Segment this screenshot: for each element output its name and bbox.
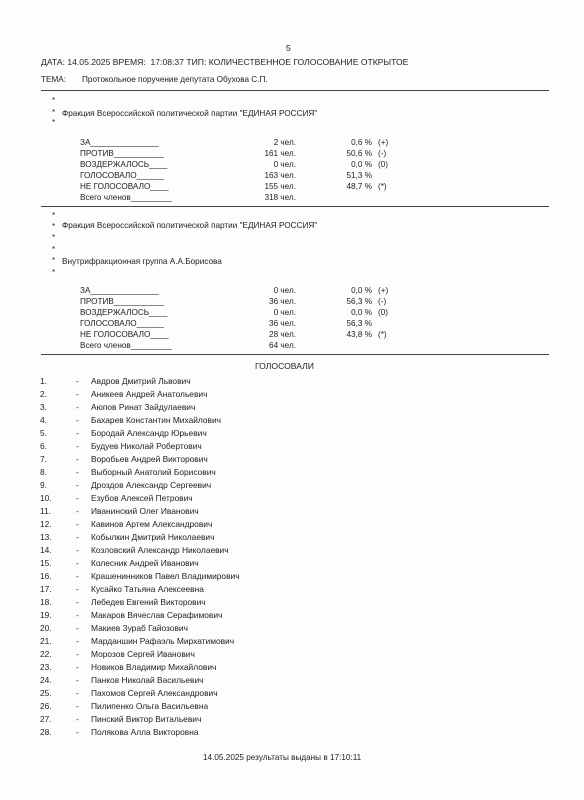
result-percent: 0,6 % <box>351 138 372 147</box>
dash: - <box>76 558 79 568</box>
result-label: ГОЛОСОВАЛО______ <box>80 319 164 328</box>
type-value: КОЛИЧЕСТВЕННОЕ ГОЛОСОВАНИЕ ОТКРЫТОЕ <box>208 57 409 67</box>
divider <box>41 90 549 91</box>
asterisk-mark: * <box>52 118 56 127</box>
item-number: 6. <box>40 441 47 451</box>
list-item <box>40 727 560 739</box>
item-name: Воробьев Андрей Викторович <box>91 454 208 464</box>
item-name: Дроздов Александр Сергеевич <box>91 480 212 490</box>
result-percent: 56,3 % <box>346 319 372 328</box>
result-percent: 0,0 % <box>351 308 372 317</box>
item-name: Лебедев Евгений Викторович <box>91 597 206 607</box>
dash: - <box>76 506 79 516</box>
asterisk-mark: * <box>52 96 56 105</box>
item-number: 25. <box>40 688 52 698</box>
item-number: 24. <box>40 675 52 685</box>
result-count: 163 чел. <box>264 171 296 180</box>
list-item <box>40 402 560 414</box>
item-name: Пинский Виктор Витальевич <box>91 714 202 724</box>
list-item <box>40 662 560 674</box>
item-number: 10. <box>40 493 52 503</box>
item-name: Аникеев Андрей Анатольевич <box>91 389 208 399</box>
result-count: 0 чел. <box>273 308 296 317</box>
item-number: 20. <box>40 623 52 633</box>
list-item <box>40 701 560 713</box>
asterisk-mark: * <box>52 222 56 231</box>
item-number: 27. <box>40 714 52 724</box>
item-number: 17. <box>40 584 52 594</box>
result-mark: (*) <box>378 330 387 339</box>
divider <box>41 206 549 207</box>
item-number: 2. <box>40 389 47 399</box>
dash: - <box>76 389 79 399</box>
asterisk-mark: * <box>52 233 56 242</box>
result-mark: (+) <box>378 286 389 295</box>
list-item <box>40 519 560 531</box>
asterisk-mark: * <box>52 211 56 220</box>
date-label: ДАТА: <box>41 57 65 67</box>
list-item <box>40 376 560 388</box>
item-name: Кавинов Артем Александрович <box>91 519 213 529</box>
item-name: Бахарев Константин Михайлович <box>91 415 222 425</box>
list-item <box>40 649 560 661</box>
result-percent: 56,3 % <box>346 297 372 306</box>
result-label: ВОЗДЕРЖАЛОСЬ____ <box>80 160 168 169</box>
asterisk-mark: * <box>52 245 56 254</box>
item-number: 13. <box>40 532 52 542</box>
result-mark: (-) <box>378 297 387 306</box>
faction-name: Фракция Всероссийской политической партии "ЕДИНАЯ РОССИЯ" <box>62 221 318 230</box>
list-item <box>40 688 560 700</box>
result-count: 0 чел. <box>273 286 296 295</box>
item-name: Морозов Сергей Иванович <box>91 649 195 659</box>
dash: - <box>76 597 79 607</box>
result-label: Всего членов_________ <box>80 341 172 350</box>
topic-value: Протокольное поручение депутата Обухова С.П. <box>82 75 268 84</box>
list-item <box>40 558 560 570</box>
result-label: ПРОТИВ___________ <box>80 149 164 158</box>
list-item <box>40 493 560 505</box>
dash: - <box>76 415 79 425</box>
result-percent: 43,8 % <box>346 330 372 339</box>
dash: - <box>76 636 79 646</box>
item-name: Будуев Николай Робертович <box>91 441 202 451</box>
item-name: Кобылкин Дмитрий Николаевич <box>91 532 215 542</box>
list-item <box>40 545 560 557</box>
list-item <box>40 454 560 466</box>
item-name: Пилипенко Ольга Васильевна <box>91 701 209 711</box>
item-number: 7. <box>40 454 47 464</box>
result-percent: 51,3 % <box>346 171 372 180</box>
dash: - <box>76 714 79 724</box>
result-count: 36 чел. <box>269 319 296 328</box>
dash: - <box>76 727 79 737</box>
item-number: 21. <box>40 636 52 646</box>
item-number: 16. <box>40 571 52 581</box>
result-count: 2 чел. <box>273 138 296 147</box>
item-name: Иванинский Олег Иванович <box>91 506 199 516</box>
result-mark: (-) <box>378 149 387 158</box>
voted-title: ГОЛОСОВАЛИ <box>255 361 314 371</box>
asterisk-mark: * <box>52 268 56 277</box>
list-item <box>40 610 560 622</box>
result-mark: (0) <box>378 308 389 317</box>
list-item <box>40 389 560 401</box>
list-item <box>40 441 560 453</box>
result-count: 36 чел. <box>269 297 296 306</box>
footer-timestamp: 14.05.2025 результаты выданы в 17:10:11 <box>203 753 362 762</box>
result-label: НЕ ГОЛОСОВАЛО____ <box>80 182 169 191</box>
time-label: ВРЕМЯ: <box>112 57 146 67</box>
result-count: 318 чел. <box>264 193 296 202</box>
dash: - <box>76 454 79 464</box>
result-count: 28 чел. <box>269 330 296 339</box>
type-label: ТИП: <box>186 57 207 67</box>
item-number: 18. <box>40 597 52 607</box>
result-label: НЕ ГОЛОСОВАЛО____ <box>80 330 169 339</box>
dash: - <box>76 675 79 685</box>
header-line <box>41 58 408 67</box>
item-name: Макаров Вячеслав Серафимович <box>91 610 223 620</box>
list-item <box>40 428 560 440</box>
asterisk-mark: * <box>52 108 56 117</box>
result-label: ВОЗДЕРЖАЛОСЬ____ <box>80 308 168 317</box>
list-item <box>40 467 560 479</box>
item-name: Колесник Андрей Иванович <box>91 558 199 568</box>
item-name: Аюпов Ринат Зайдулаевич <box>91 402 196 412</box>
result-percent: 48,7 % <box>346 182 372 191</box>
result-label: ПРОТИВ___________ <box>80 297 164 306</box>
item-name: Езубов Алексей Петрович <box>91 493 193 503</box>
item-number: 28. <box>40 727 52 737</box>
item-name: Полякова Алла Викторовна <box>91 727 199 737</box>
result-count: 0 чел. <box>273 160 296 169</box>
result-percent: 0,0 % <box>351 286 372 295</box>
list-item <box>40 714 560 726</box>
group-name: Внутрифракционная группа А.А.Борисова <box>62 257 222 266</box>
item-number: 4. <box>40 415 47 425</box>
result-percent: 0,0 % <box>351 160 372 169</box>
dash: - <box>76 610 79 620</box>
dash: - <box>76 532 79 542</box>
item-number: 12. <box>40 519 52 529</box>
result-label: ЗА_______________ <box>80 138 159 147</box>
page-number: 5 <box>286 43 291 53</box>
divider <box>41 354 549 355</box>
result-mark: (*) <box>378 182 387 191</box>
dash: - <box>76 623 79 633</box>
list-item <box>40 597 560 609</box>
dash: - <box>76 376 79 386</box>
result-percent: 50,6 % <box>346 149 372 158</box>
list-item <box>40 415 560 427</box>
dash: - <box>76 701 79 711</box>
item-name: Макиев Зураб Гайозович <box>91 623 188 633</box>
asterisk-mark: * <box>52 256 56 265</box>
item-number: 23. <box>40 662 52 672</box>
result-label: ЗА_______________ <box>80 286 159 295</box>
result-count: 161 чел. <box>264 149 296 158</box>
dash: - <box>76 480 79 490</box>
item-name: Козловский Александр Николаевич <box>91 545 229 555</box>
dash: - <box>76 441 79 451</box>
dash: - <box>76 493 79 503</box>
dash: - <box>76 584 79 594</box>
dash: - <box>76 571 79 581</box>
item-name: Авдров Дмитрий Львович <box>91 376 191 386</box>
item-number: 9. <box>40 480 47 490</box>
item-number: 14. <box>40 545 52 555</box>
list-item <box>40 480 560 492</box>
item-name: Марданшин Рафаэль Мирхатимович <box>91 636 235 646</box>
time-value: 17:08:37 <box>150 57 184 67</box>
list-item <box>40 532 560 544</box>
item-number: 11. <box>40 506 52 516</box>
item-name: Панков Николай Васильевич <box>91 675 204 685</box>
dash: - <box>76 545 79 555</box>
dash: - <box>76 467 79 477</box>
dash: - <box>76 688 79 698</box>
list-item <box>40 636 560 648</box>
result-count: 64 чел. <box>269 341 296 350</box>
topic-label: ТЕМА: <box>41 75 67 84</box>
item-number: 19. <box>40 610 52 620</box>
item-number: 3. <box>40 402 47 412</box>
item-number: 22. <box>40 649 52 659</box>
result-label: ГОЛОСОВАЛО______ <box>80 171 164 180</box>
item-name: Кусайко Татьяна Алексеевна <box>91 584 204 594</box>
dash: - <box>76 662 79 672</box>
item-name: Крашенинников Павел Владимирович <box>91 571 240 581</box>
result-label: Всего членов_________ <box>80 193 172 202</box>
date-value: 14.05.2025 <box>67 57 111 67</box>
item-number: 5. <box>40 428 47 438</box>
item-number: 15. <box>40 558 52 568</box>
list-item <box>40 571 560 583</box>
item-name: Выборный Анатолий Борисович <box>91 467 216 477</box>
dash: - <box>76 649 79 659</box>
dash: - <box>76 402 79 412</box>
faction-name: Фракция Всероссийской политической партии "ЕДИНАЯ РОССИЯ" <box>62 109 318 118</box>
item-name: Пахомов Сергей Александрович <box>91 688 218 698</box>
list-item <box>40 675 560 687</box>
list-item <box>40 584 560 596</box>
result-count: 155 чел. <box>264 182 296 191</box>
item-name: Бородай Александр Юрьевич <box>91 428 207 438</box>
item-number: 1. <box>40 376 47 386</box>
dash: - <box>76 519 79 529</box>
result-mark: (0) <box>378 160 389 169</box>
item-number: 26. <box>40 701 52 711</box>
item-name: Новиков Владимир Михайлович <box>91 662 217 672</box>
result-mark: (+) <box>378 138 389 147</box>
dash: - <box>76 428 79 438</box>
list-item <box>40 506 560 518</box>
list-item <box>40 623 560 635</box>
item-number: 8. <box>40 467 47 477</box>
